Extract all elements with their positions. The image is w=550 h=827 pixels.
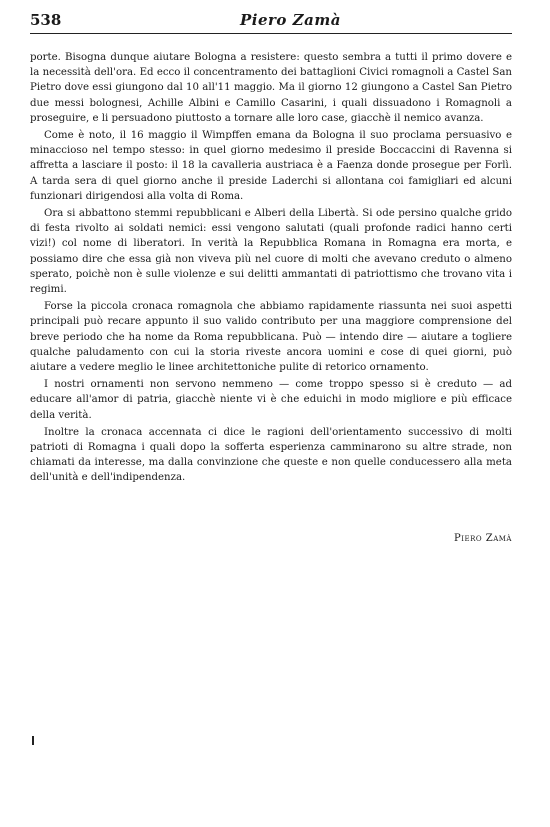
paragraph-2: Come è noto, il 16 maggio il Wimpffen emana da Bologna il suo proclama persuasivo e minaccioso nel tempo stesso: in quel giorno medesimo il preside Boccaccini di Ravenna si affretta a lasciare il posto: il 18 la cavalleria austriaca è a Faenza donde prosegue per Forlì. A tarda sera di quel giorno anche il preside Laderchi si allontana coi famigliari ed alcuni funzionari dirigendosi alla volta di Roma.	[30, 130, 512, 202]
paragraph-6: Inoltre la cronaca accennata ci dice le ragioni dell'orientamento successivo di molti patrioti di Romagna i quali dopo la sofferta esperienza camminarono su altre strade, non chiamati da interesse, ma dalla convinzione che queste e non quelle conducessero alla meta dell'unità e dell'indipendenza.	[30, 426, 512, 484]
paragraph-3: Ora si abbattono stemmi repubblicani e Alberi della Libertà. Si ode persino qualche grido di festa rivolto ai soldati nemici: essi vengono salutati (quali profonde radici hanno certi vizi!) col nome di liberatori. In verità la Repubblica Romana in Romagna era morta, e possiamo dire che essa già non viveva più nel cuore di molti che avevano creduto o almeno sperato, poichè non è sulle violenze e sui delitti ammantati di patriottismo che trovano vita i regimi.	[30, 208, 512, 296]
author-signature: Piero Zamà	[453, 533, 512, 544]
paragraph-4: Forse la piccola cronaca romagnola che abbiamo rapidamente riassunta nei suoi aspetti principali può recare appunto il suo valido contributo per una maggiore comprensione del breve periodo che ha nome da Roma repubblicana. Può — intendo dire — aiutare a togliere qualche paludamento con cui la storia riveste ancora uomini e cose di quei giorni, può aiutare a vedere meglio le linee architettoniche pulite di retorico ornamento.	[30, 301, 512, 374]
body-text	[30, 50, 512, 486]
page-number: 538	[30, 11, 62, 29]
footer-mark	[32, 736, 34, 745]
paragraph-1: porte. Bisogna dunque aiutare Bologna a resistere: questo sembra a tutti il primo dovere e la necessità dell'ora. Ed ecco il concentramento dei battaglioni Civici romagnoli a Castel San Pietro dove essi giungono dal 10 all'11 maggio. Ma il giorno 12 giungono a Castel San Pietro due messi bolognesi, Achille Albini e Camillo Casarini, i quali dissuadono i Romagnoli a proseguire, e li persuadono piuttosto a tornare alle loro case, giacchè il nemico avanza.	[30, 52, 512, 124]
page-header	[30, 11, 512, 34]
running-title: Piero Zamà	[240, 11, 341, 29]
paragraph-5: I nostri ornamenti non servono nemmeno — come troppo spesso si è creduto — ad educare all'amor di patria, giacchè niente vi è che eduichi in modo migliore e più efficace della verità.	[30, 379, 512, 421]
